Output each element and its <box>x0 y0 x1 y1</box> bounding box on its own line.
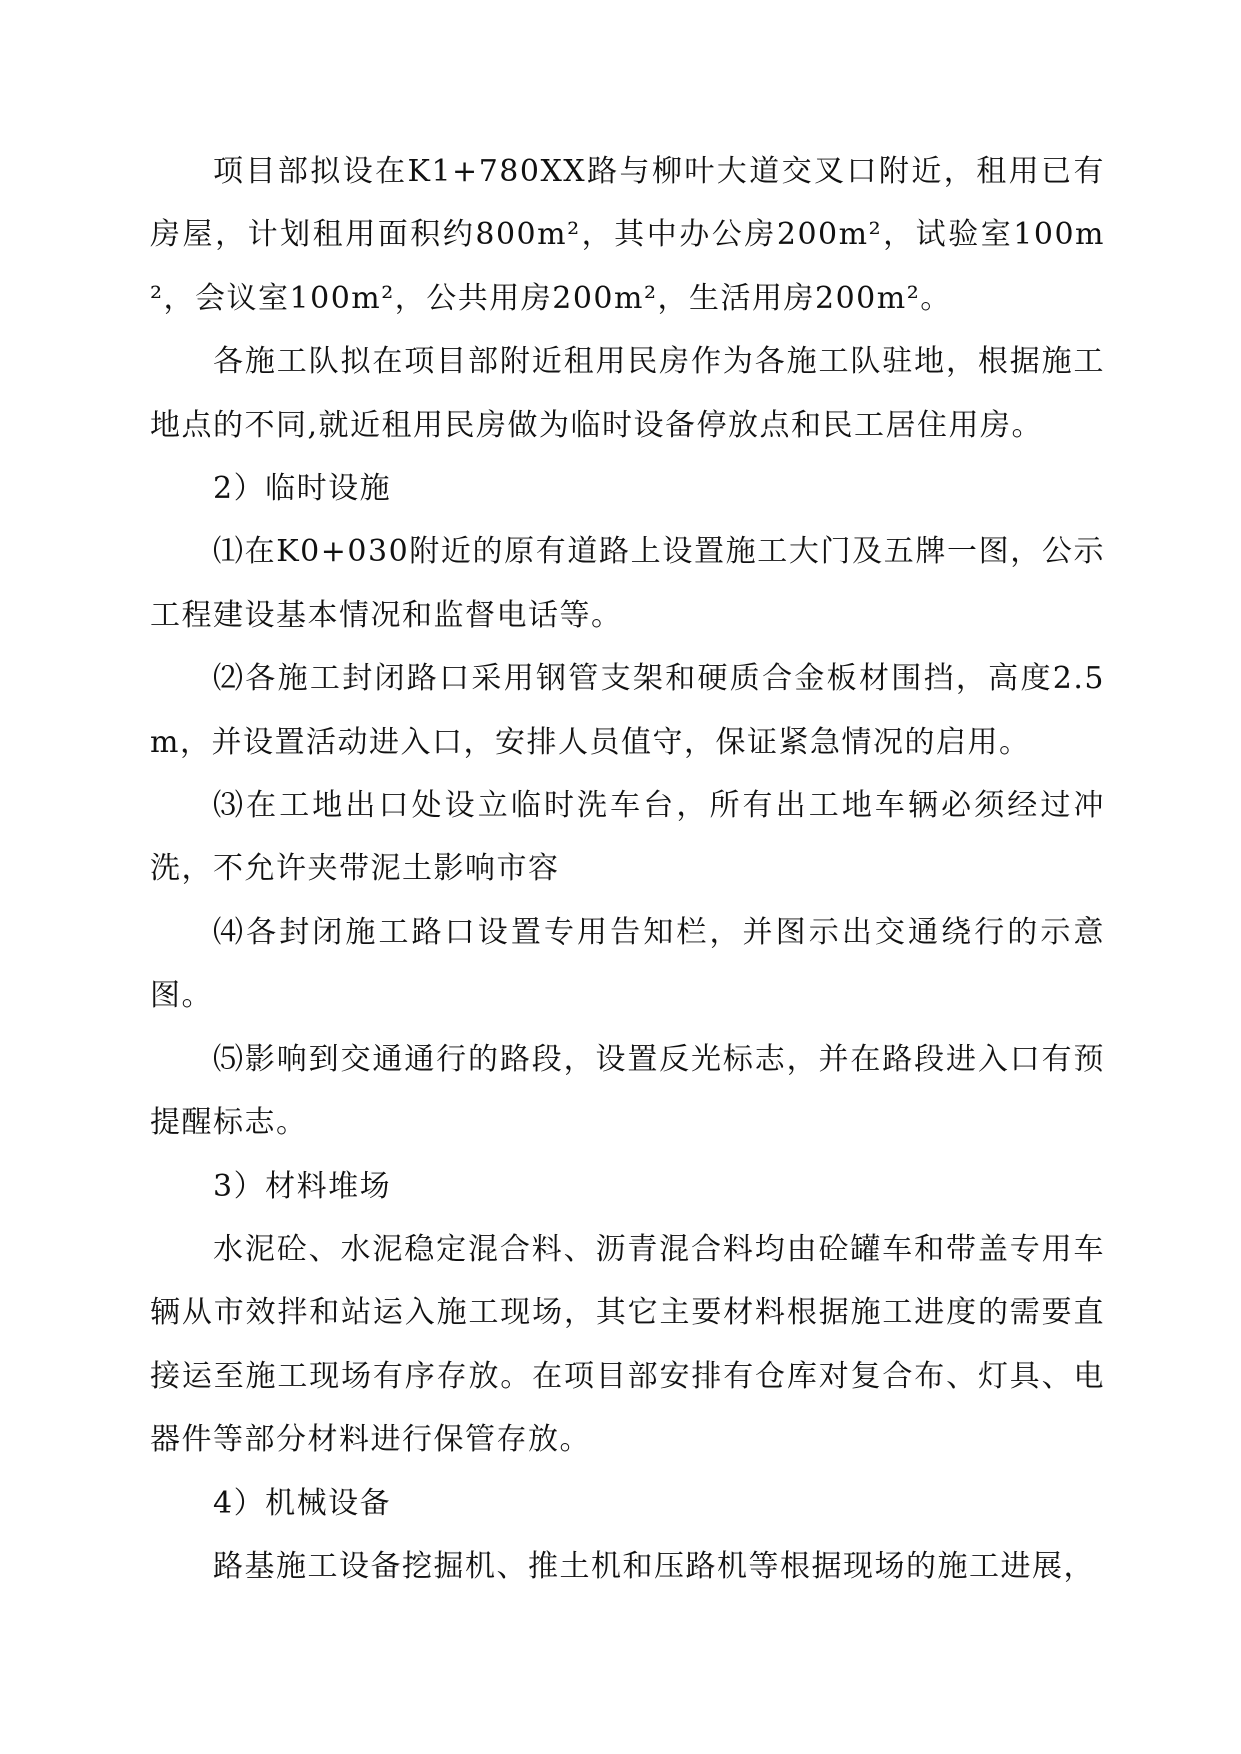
list-item-site-gate: ⑴在K0+030附近的原有道路上设置施工大门及五牌一图，公示工程建设基本情况和监督电话等。 <box>150 534 1105 633</box>
paragraph-machinery: 路基施工设备挖掘机、推土机和压路机等根据现场的施工进展， <box>213 1548 1095 1584</box>
section-heading-material-yard: 3）材料堆场 <box>213 1168 392 1204</box>
list-item-wash-station: ⑶在工地出口处设立临时洗车台，所有出工地车辆必须经过冲洗，不允许夹带泥土影响市容 <box>150 788 1105 887</box>
list-item-reflective-signs: ⑸影响到交通通行的路段，设置反光标志，并在路段进入口有预提醒标志。 <box>150 1041 1105 1141</box>
document-page <box>150 140 1105 1598</box>
paragraph-project-office: 项目部拟设在K1+780XX路与柳叶大道交叉口附近，租用已有房屋，计划租用面积约800m²，其中办公房200m²，试验室100m²，会议室100m²，公共用房200m²，生活用房200m²。 <box>150 154 1105 316</box>
list-item-notice-board: ⑷各封闭施工路口设置专用告知栏，并图示出交通绕行的示意图。 <box>150 914 1105 1014</box>
paragraph-construction-teams: 各施工队拟在项目部附近租用民房作为各施工队驻地，根据施工地点的不同,就近租用民房做为临时设备停放点和民工居住用房。 <box>150 344 1105 443</box>
section-heading-temporary-facilities: 2）临时设施 <box>213 471 392 507</box>
paragraph-material-yard: 水泥砼、水泥稳定混合料、沥青混合料均由砼罐车和带盖专用车辆从市效拌和站运入施工现场，其它主要材料根据施工进度的需要直接运至施工现场有序存放。在项目部安排有仓库对复合布、灯具、电器件等部分材料进行保管存放。 <box>150 1231 1105 1458</box>
list-item-enclosure: ⑵各施工封闭路口采用钢管支架和硬质合金板材围挡，高度2.5m，并设置活动进入口，安排人员值守，保证紧急情况的启用。 <box>150 661 1105 760</box>
section-heading-machinery: 4）机械设备 <box>213 1485 392 1521</box>
